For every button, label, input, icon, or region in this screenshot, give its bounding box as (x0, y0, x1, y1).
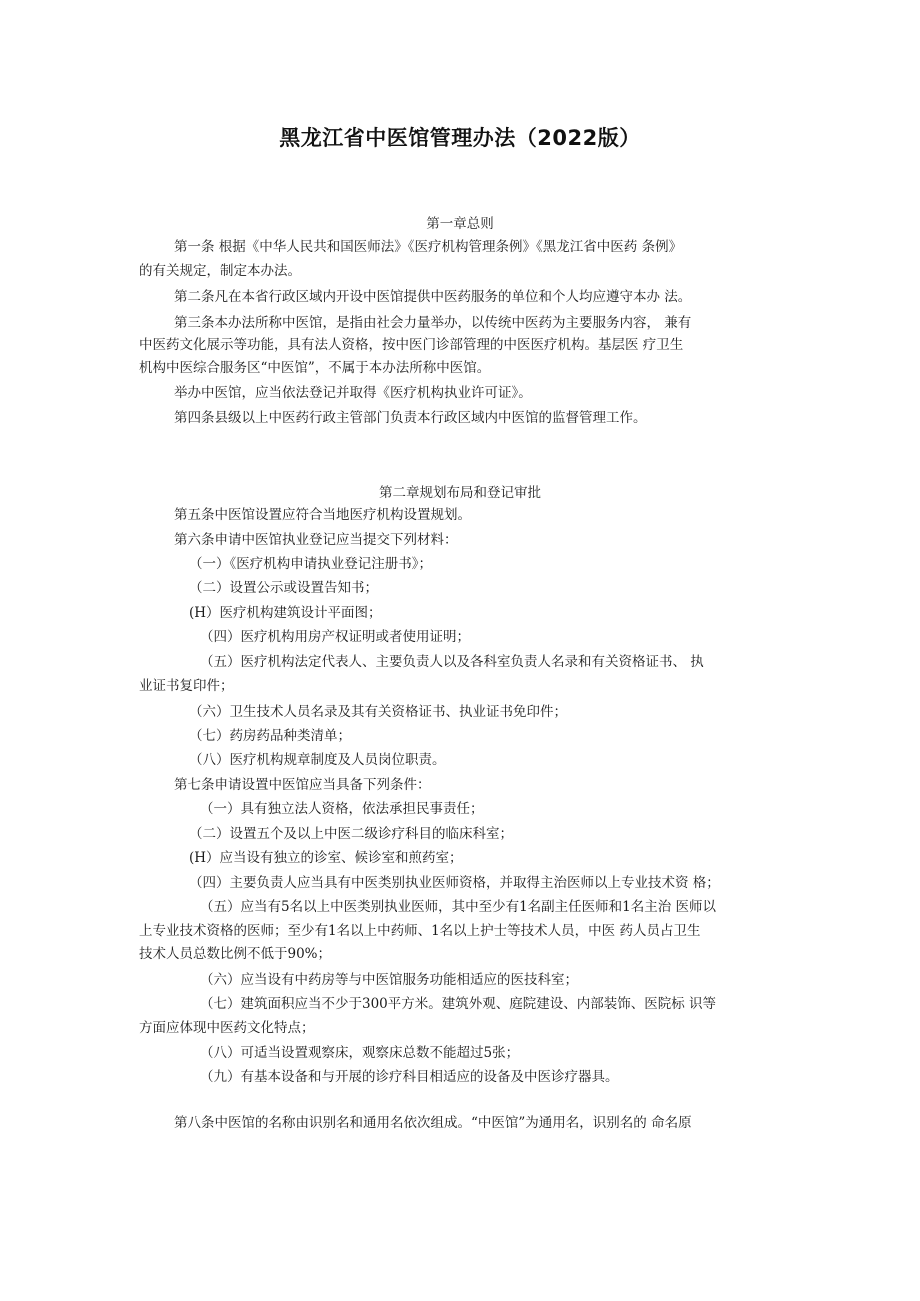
paragraph-line: 方面应体现中医药文化特点； (139, 1020, 315, 1036)
list-item: （一）具有独立法人资格，依法承担民事责任； (200, 801, 484, 817)
list-item: (H）医疗机构建筑设计平面图； (189, 605, 382, 621)
list-item: （七）建筑面积应当不少于300平方米。建筑外观、庭院建设、内部装饰、医院标 识等 (200, 996, 717, 1012)
paragraph-line: 第五条中医馆设置应符合当地医疗机构设置规划。 (174, 507, 471, 523)
list-item: （二）设置五个及以上中医二级诊疗科目的临床科室； (189, 826, 513, 842)
list-item: （六）卫生技术人员名录及其有关资格证书、执业证书免印件； (189, 704, 567, 720)
list-item: （七）药房药品种类清单； (189, 728, 351, 744)
paragraph-line: 技术人员总数比例不低于90%； (139, 946, 332, 962)
document-title: 黑龙江省中医馆管理办法（2022版） (279, 126, 641, 150)
list-item: （八）医疗机构规章制度及人员岗位职责。 (189, 752, 446, 768)
list-item: （五）医疗机构法定代表人、主要负责人以及各科室负责人名录和有关资格证书、 执 (200, 654, 704, 670)
paragraph-line: 上专业技术资格的医师；至少有1名以上中药师、1名以上护士等技术人员，中医 药人员占卫生 (139, 923, 701, 939)
paragraph-line: 第七条申请设置中医馆应当具备下列条件： (174, 777, 431, 793)
list-item: （二）设置公示或设置告知书； (189, 580, 378, 596)
paragraph-line: 的有关规定，制定本办法。 (139, 263, 301, 279)
list-item: （一）《医疗机构申请执业登记注册书》； (189, 556, 432, 572)
list-item: （五）应当有5名以上中医类别执业医师，其中至少有1名副主任医师和1名主治 医师以 (200, 899, 717, 915)
paragraph-line: 第六条申请中医馆执业登记应当提交下列材料： (174, 532, 458, 548)
list-item: （九）有基本设备和与开展的诊疗科目相适应的设备及中医诊疗器具。 (200, 1069, 619, 1085)
paragraph-line: 第三条本办法所称中医馆，是指由社会力量举办，以传统中医药为主要服务内容， 兼有 (174, 315, 692, 331)
list-item: （四）主要负责人应当具有中医类别执业医师资格，并取得主治医师以上专业技术资 格； (189, 875, 720, 891)
paragraph-line: 中医药文化展示等功能，具有法人资格，按中医门诊部管理的中医医疗机构。基层医 疗卫生 (139, 337, 684, 353)
paragraph-line: 第八条中医馆的名称由识别名和通用名依次组成。“中医馆”为通用名，识别名的 命名原 (174, 1115, 692, 1131)
list-item: （八）可适当设置观察床，观察床总数不能超过5张； (200, 1045, 520, 1061)
list-item: （四）医疗机构用房产权证明或者使用证明； (200, 629, 470, 645)
list-item: （六）应当设有中药房等与中医馆服务功能相适应的医技科室； (200, 972, 578, 988)
paragraph-line: 第二条凡在本省行政区域内开设中医馆提供中医药服务的单位和个人均应遵守本办 法。 (174, 289, 692, 305)
list-item: (H）应当设有独立的诊室、候诊室和煎药室； (189, 850, 463, 866)
paragraph-line: 第一条 根据《中华人民共和国医师法》《医疗机构管理条例》《黑龙江省中医药 条例》 (174, 239, 683, 255)
paragraph-line: 第四条县级以上中医药行政主管部门负责本行政区域内中医馆的监督管理工作。 (174, 410, 647, 426)
chapter-heading-2: 第二章规划布局和登记审批 (379, 485, 541, 501)
paragraph-line: 举办中医馆，应当依法登记并取得《医疗机构执业许可证》。 (174, 385, 532, 401)
paragraph-line: 业证书复印件； (139, 678, 234, 694)
chapter-heading-1: 第一章总则 (426, 216, 494, 232)
paragraph-line: 机构中医综合服务区“中医馆”，不属于本办法所称中医馆。 (139, 360, 491, 376)
